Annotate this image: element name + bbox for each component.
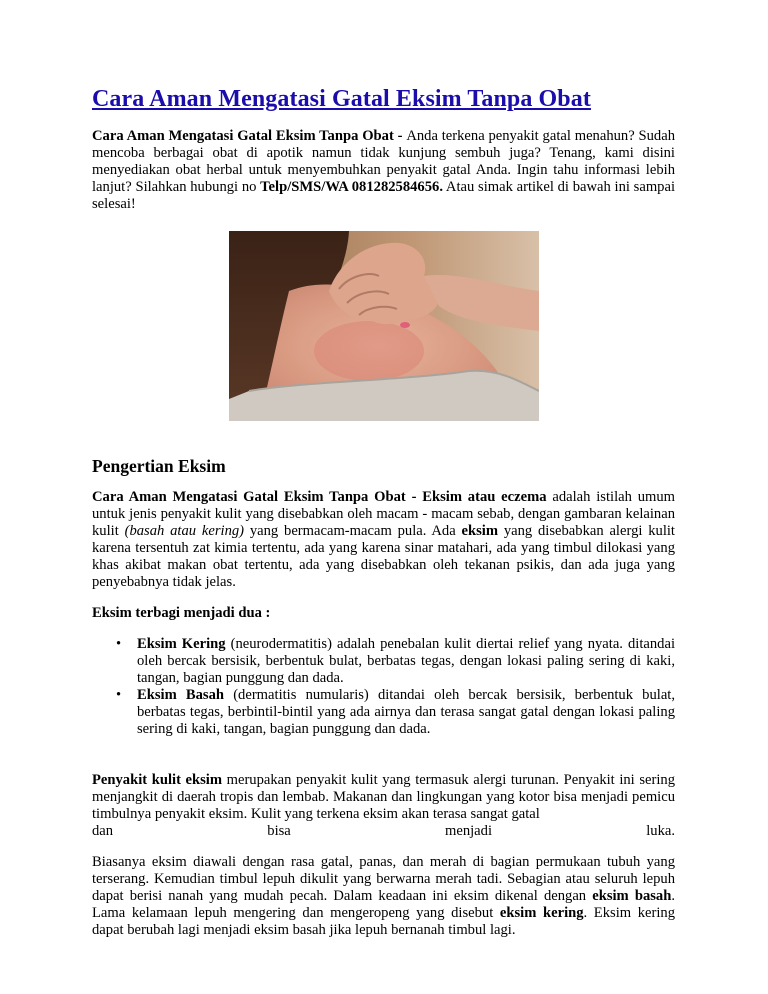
types-list — [92, 636, 675, 738]
symptoms-text-3: . Eksim kering dapat berubah lagi menjadi eksim basah jika lepuh bernanah timbul lagi. — [92, 905, 676, 938]
list-item — [92, 687, 675, 738]
symptoms-text-2: . Lama kelamaan lepuh mengering dan mengeropeng yang disebut — [92, 888, 675, 921]
word: luka. — [646, 823, 675, 839]
article — [92, 84, 675, 939]
intro-text-2: Atau simak artikel di bawah ini sampai selesai! — [92, 179, 676, 212]
word: dan — [92, 823, 114, 839]
intro-text-1: Anda terkena penyakit gatal menahun? Sudah mencoba berbagai obat di apotik namun tidak kunjung sembuh juga? Tenang, kami disini menyediakan obat herbal untuk menyembuhkan penyakit gatal Anda. Ingin tahu informasi lebih lanjut? Silahkan hubungi no — [92, 128, 675, 195]
intro-lead: Cara Aman Mengatasi Gatal Eksim Tanpa Obat - — [92, 128, 407, 144]
word: menjadi — [445, 823, 493, 839]
article-title-link[interactable]: Cara Aman Mengatasi Gatal Eksim Tanpa Obat — [92, 86, 591, 112]
section-heading: Pengertian Eksim — [92, 456, 226, 476]
definition-lead: Cara Aman Mengatasi Gatal Eksim Tanpa Obat - Eksim atau eczema — [92, 489, 547, 505]
definition-text-3: yang disebabkan alergi kulit karena tersentuh zat kimia tertentu, ada yang karena sinar matahari, ada yang timbul dilokasi yang khas akibat makan obat tertentu, ada yang disebabkan oleh tekanan psikis, dan ada juga yang penyebabnya tidak jelas. — [92, 523, 675, 590]
article-image — [229, 231, 539, 421]
intro-paragraph — [92, 128, 675, 213]
contact-number: Telp/SMS/WA 081282584656. — [260, 179, 443, 195]
allergy-paragraph — [92, 772, 675, 823]
definition-text-1: adalah istilah umum untuk jenis penyakit kulit yang disebabkan oleh macam - macam sebab, dengan gambaran kelainan kulit — [92, 489, 675, 539]
allergy-last-line — [92, 823, 675, 840]
type-desc: (neurodermatitis) adalah penebalan kulit diertai relief yang nyata. ditandai oleh bercak bersisik, berbentuk bulat, berbatas tegas, dengan lokasi paling sering di kaki, tangan, bagian punggung dan dada. — [137, 636, 676, 686]
definition-bold-eksim: eksim — [461, 523, 498, 539]
type-name: Eksim Kering — [137, 636, 226, 652]
symptoms-text-1: Biasanya eksim diawali dengan rasa gatal, panas, dan merah di bagian permukaan tubuh yang terserang. Kemudian timbul lepuh dikulit yang berwarna merah tadi. Sebagian atau seluruh lepuh dapat berisi nanah yang mudah pecah. Dalam keadaan ini eksim dikenal dengan — [92, 854, 675, 904]
allergy-text: merupakan penyakit kulit yang termasuk alergi turunan. Penyakit ini sering menjangkit di daerah tropis dan lembab. Makanan dan lingkungan yang kotor bisa menjadi pemicu timbulnya penyakit eksim. Kulit yang terkena eksim akan terasa sangat gatal — [92, 772, 675, 822]
bullet-icon: • — [116, 636, 122, 652]
allergy-lead: Penyakit kulit eksim — [92, 772, 223, 788]
type-desc: (dermatitis numularis) ditandai oleh bercak bersisik, berbentuk bulat, berbatas tegas, berbintil-bintil yang ada airnya dan terasa sangat gatal dengan lokasi paling sering di kaki, tangan, bagian punggung dan dada. — [137, 687, 676, 737]
symptoms-bold-1: eksim basah — [592, 888, 672, 904]
symptoms-bold-2: eksim kering — [499, 905, 584, 921]
bullet-icon: • — [116, 687, 122, 703]
definition-paragraph — [92, 489, 675, 591]
symptoms-paragraph — [92, 854, 675, 939]
word: bisa — [267, 823, 291, 839]
type-name: Eksim Basah — [137, 687, 225, 703]
types-heading: Eksim terbagi menjadi dua : — [92, 605, 271, 621]
scratching-neck-photo-icon — [229, 231, 539, 421]
definition-text-2: yang bermacam-macam pula. Ada — [244, 523, 462, 539]
list-item — [92, 636, 675, 687]
definition-italic: (basah atau kering) — [124, 523, 245, 539]
